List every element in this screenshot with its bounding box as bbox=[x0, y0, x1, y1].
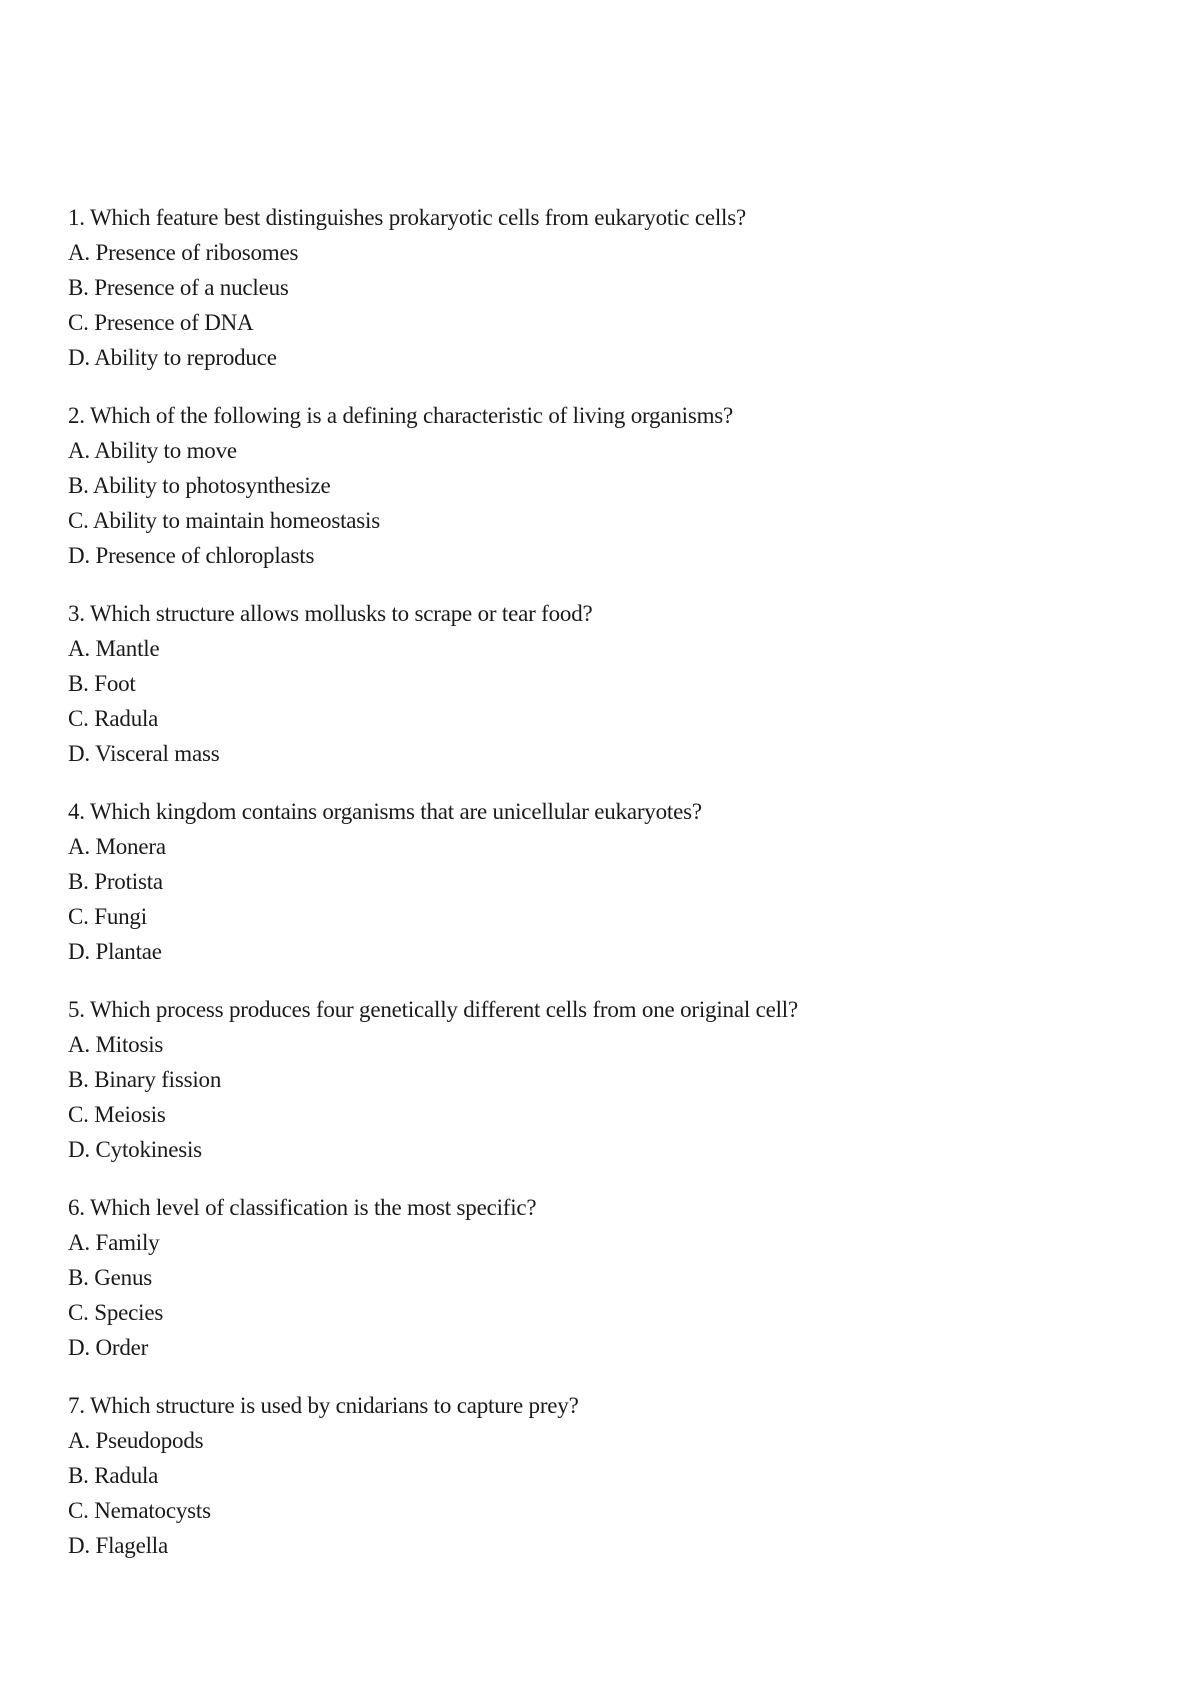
answer-option-d: D. Flagella bbox=[68, 1533, 168, 1558]
question-6 bbox=[68, 1190, 1148, 1365]
answer-option-d: D. Plantae bbox=[68, 939, 162, 964]
answer-option-d: D. Presence of chloroplasts bbox=[68, 543, 315, 568]
question-text: 5. Which process produces four genetically different cells from one original cell? bbox=[68, 997, 798, 1022]
answer-option-b: B. Foot bbox=[68, 671, 136, 696]
answer-option-b: B. Presence of a nucleus bbox=[68, 275, 289, 300]
answer-option-b: B. Genus bbox=[68, 1265, 153, 1290]
answer-option-c: C. Ability to maintain homeostasis bbox=[68, 508, 380, 533]
answer-option-a: A. Presence of ribosomes bbox=[68, 240, 299, 265]
answer-option-b: B. Radula bbox=[68, 1463, 159, 1488]
question-4 bbox=[68, 794, 1148, 969]
question-7 bbox=[68, 1388, 1148, 1563]
answer-option-c: C. Meiosis bbox=[68, 1102, 166, 1127]
answer-option-a: A. Monera bbox=[68, 834, 166, 859]
question-text: 7. Which structure is used by cnidarians to capture prey? bbox=[68, 1393, 579, 1418]
question-3 bbox=[68, 596, 1148, 771]
answer-option-c: C. Presence of DNA bbox=[68, 310, 254, 335]
answer-option-d: D. Visceral mass bbox=[68, 741, 220, 766]
question-text: 1. Which feature best distinguishes prokaryotic cells from eukaryotic cells? bbox=[68, 205, 746, 230]
answer-option-a: A. Family bbox=[68, 1230, 160, 1255]
question-2 bbox=[68, 398, 1148, 573]
answer-option-c: C. Species bbox=[68, 1300, 164, 1325]
question-text: 4. Which kingdom contains organisms that are unicellular eukaryotes? bbox=[68, 799, 702, 824]
answer-option-d: D. Ability to reproduce bbox=[68, 345, 277, 370]
answer-option-c: C. Fungi bbox=[68, 904, 147, 929]
question-text: 3. Which structure allows mollusks to scrape or tear food? bbox=[68, 601, 593, 626]
question-text: 2. Which of the following is a defining characteristic of living organisms? bbox=[68, 403, 734, 428]
answer-option-b: B. Protista bbox=[68, 869, 163, 894]
question-list bbox=[68, 200, 1148, 1586]
answer-option-d: D. Cytokinesis bbox=[68, 1137, 202, 1162]
answer-option-a: A. Mantle bbox=[68, 636, 160, 661]
answer-option-d: D. Order bbox=[68, 1335, 149, 1360]
question-text: 6. Which level of classification is the most specific? bbox=[68, 1195, 537, 1220]
answer-option-a: A. Pseudopods bbox=[68, 1428, 204, 1453]
answer-option-c: C. Nematocysts bbox=[68, 1498, 211, 1523]
answer-option-a: A. Ability to move bbox=[68, 438, 237, 463]
answer-option-b: B. Ability to photosynthesize bbox=[68, 473, 331, 498]
answer-option-a: A. Mitosis bbox=[68, 1032, 164, 1057]
answer-option-c: C. Radula bbox=[68, 706, 159, 731]
question-1 bbox=[68, 200, 1148, 375]
answer-option-b: B. Binary fission bbox=[68, 1067, 222, 1092]
question-5 bbox=[68, 992, 1148, 1167]
